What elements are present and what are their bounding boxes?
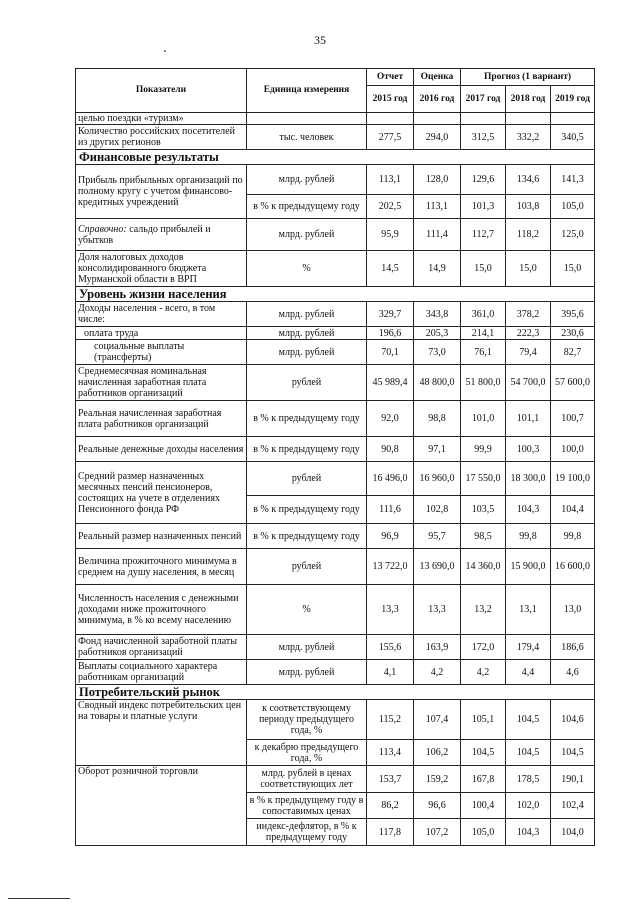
cell-value: 102,0 bbox=[506, 793, 551, 819]
cell-value: 104,6 bbox=[551, 700, 595, 740]
cell-value: 128,0 bbox=[414, 165, 461, 195]
cell-value: 16 496,0 bbox=[367, 462, 414, 496]
cell-value: 82,7 bbox=[551, 340, 595, 365]
cell-value: 113,1 bbox=[414, 195, 461, 219]
cell-value: 111,6 bbox=[367, 496, 414, 524]
cell-value: 343,8 bbox=[414, 302, 461, 327]
row-unit: к декабрю предыдущего года, % bbox=[247, 740, 367, 766]
row-unit: млрд. рублей bbox=[247, 327, 367, 340]
table-row bbox=[76, 524, 595, 549]
cell-value: 277,5 bbox=[367, 125, 414, 150]
cell-value: 16 960,0 bbox=[414, 462, 461, 496]
cell-value: 13 722,0 bbox=[367, 549, 414, 585]
cell-value: 73,0 bbox=[414, 340, 461, 365]
cell-value: 104,5 bbox=[551, 740, 595, 766]
cell-value: 196,6 bbox=[367, 327, 414, 340]
cell-value: 100,3 bbox=[506, 437, 551, 462]
cell-value: 378,2 bbox=[506, 302, 551, 327]
cell-value: 104,5 bbox=[506, 700, 551, 740]
cell-value: 104,4 bbox=[551, 496, 595, 524]
table-row bbox=[76, 219, 595, 251]
cell-value: 15,0 bbox=[461, 251, 506, 287]
cell-value: 113,4 bbox=[367, 740, 414, 766]
row-unit: в % к предыдущему году bbox=[247, 401, 367, 437]
cell-value: 179,4 bbox=[506, 635, 551, 660]
cell-value: 163,9 bbox=[414, 635, 461, 660]
row-unit: млрд. рублей bbox=[247, 635, 367, 660]
cell-value: 48 800,0 bbox=[414, 365, 461, 401]
header-unit: Единица измерения bbox=[247, 69, 367, 113]
section-title: Потребительский рынок bbox=[76, 685, 595, 700]
section-title: Финансовые результаты bbox=[76, 150, 595, 165]
cell-value: 312,5 bbox=[461, 125, 506, 150]
cell-value: 13,3 bbox=[367, 585, 414, 635]
header-year: 2016 год bbox=[414, 86, 461, 113]
cell-value: 13,3 bbox=[414, 585, 461, 635]
cell-value: 95,7 bbox=[414, 524, 461, 549]
table-row bbox=[76, 549, 595, 585]
row-label: целью поездки «туризм» bbox=[76, 113, 247, 125]
row-unit: млрд. рублей bbox=[247, 302, 367, 327]
table-row bbox=[76, 700, 595, 740]
row-label-text: сальдо прибылей и убытков bbox=[78, 223, 211, 246]
cell-value: 113,1 bbox=[367, 165, 414, 195]
cell-value: 340,5 bbox=[551, 125, 595, 150]
cell-value: 13,0 bbox=[551, 585, 595, 635]
cell-value: 57 600,0 bbox=[551, 365, 595, 401]
row-unit: млрд. рублей bbox=[247, 660, 367, 685]
cell-value: 104,5 bbox=[506, 740, 551, 766]
cell-value: 4,2 bbox=[414, 660, 461, 685]
row-unit: в % к предыдущему году bbox=[247, 524, 367, 549]
table-row bbox=[76, 165, 595, 195]
row-label: Сводный индекс потребительских цен на товары и платные услуги bbox=[76, 700, 247, 766]
cell-value: 172,0 bbox=[461, 635, 506, 660]
row-label: оплата труда bbox=[76, 327, 247, 340]
cell-value: 100,4 bbox=[461, 793, 506, 819]
cell-value: 332,2 bbox=[506, 125, 551, 150]
row-label bbox=[76, 219, 247, 251]
cell-value: 105,0 bbox=[551, 195, 595, 219]
page-number: 35 bbox=[314, 33, 326, 47]
table-row bbox=[76, 660, 595, 685]
cell-value: 15 900,0 bbox=[506, 549, 551, 585]
row-unit: в % к предыдущему году в сопоставимых ценах bbox=[247, 793, 367, 819]
cell-value: 98,5 bbox=[461, 524, 506, 549]
cell-value: 97,1 bbox=[414, 437, 461, 462]
table-row bbox=[76, 365, 595, 401]
row-label-italic: Справочно: bbox=[78, 223, 127, 235]
cell-value: 51 800,0 bbox=[461, 365, 506, 401]
row-label: социальные выплаты (трансферты) bbox=[76, 340, 247, 365]
header-year: 2018 год bbox=[506, 86, 551, 113]
section-row bbox=[76, 150, 595, 165]
row-unit: к соответствующему периоду предыдущего года, % bbox=[247, 700, 367, 740]
cell-value: 14 360,0 bbox=[461, 549, 506, 585]
row-label: Средний размер назначенных месячных пенсий пенсионеров, состоящих на учете в отделениях Пенсионного фонда РФ bbox=[76, 462, 247, 524]
table-row bbox=[76, 251, 595, 287]
cell-value: 103,5 bbox=[461, 496, 506, 524]
cell-value: 19 100,0 bbox=[551, 462, 595, 496]
cell-value: 155,6 bbox=[367, 635, 414, 660]
cell-value: 14,5 bbox=[367, 251, 414, 287]
row-label: Величина прожиточного минимума в среднем на душу населения, в месяц bbox=[76, 549, 247, 585]
cell-value: 230,6 bbox=[551, 327, 595, 340]
cell-value: 15,0 bbox=[506, 251, 551, 287]
cell-value: 107,2 bbox=[414, 819, 461, 846]
row-label: Реальная начисленная заработная плата работников организаций bbox=[76, 401, 247, 437]
table-row bbox=[76, 437, 595, 462]
row-label: Доходы населения - всего, в том числе: bbox=[76, 302, 247, 327]
cell-value: 79,4 bbox=[506, 340, 551, 365]
row-unit: рублей bbox=[247, 365, 367, 401]
cell-value: 178,5 bbox=[506, 766, 551, 793]
cell-value: 101,3 bbox=[461, 195, 506, 219]
cell-value: 16 600,0 bbox=[551, 549, 595, 585]
cell-value: 4,2 bbox=[461, 660, 506, 685]
section-row bbox=[76, 685, 595, 700]
cell-value: 15,0 bbox=[551, 251, 595, 287]
cell-value: 105,0 bbox=[461, 819, 506, 846]
row-unit: млрд. рублей bbox=[247, 340, 367, 365]
section-title: Уровень жизни населения bbox=[76, 287, 595, 302]
row-label: Оборот розничной торговли bbox=[76, 766, 247, 846]
row-unit: рублей bbox=[247, 549, 367, 585]
row-unit: млрд. рублей bbox=[247, 219, 367, 251]
row-label: Фонд начисленной заработной платы работников организаций bbox=[76, 635, 247, 660]
row-unit: в % к предыдущему году bbox=[247, 195, 367, 219]
cell-value: 118,2 bbox=[506, 219, 551, 251]
scan-dot bbox=[164, 50, 166, 52]
cell-value: 134,6 bbox=[506, 165, 551, 195]
cell-value: 202,5 bbox=[367, 195, 414, 219]
cell-value: 4,1 bbox=[367, 660, 414, 685]
cell-value: 96,9 bbox=[367, 524, 414, 549]
header-forecast: Прогноз (1 вариант) bbox=[461, 69, 595, 86]
header-year: 2015 год bbox=[367, 86, 414, 113]
cell-value: 95,9 bbox=[367, 219, 414, 251]
row-label: Реальный размер назначенных пенсий bbox=[76, 524, 247, 549]
cell-value: 205,3 bbox=[414, 327, 461, 340]
cell-value: 106,2 bbox=[414, 740, 461, 766]
table-row bbox=[76, 766, 595, 793]
section-row bbox=[76, 287, 595, 302]
cell-value: 329,7 bbox=[367, 302, 414, 327]
table-row bbox=[76, 340, 595, 365]
cell-value: 190,1 bbox=[551, 766, 595, 793]
cell-value: 167,8 bbox=[461, 766, 506, 793]
header-report: Отчет bbox=[367, 69, 414, 86]
header-year: 2019 год bbox=[551, 86, 595, 113]
cell-value: 102,4 bbox=[551, 793, 595, 819]
row-label: Численность населения с денежными доходами ниже прожиточного минимума, в % ко всему населению bbox=[76, 585, 247, 635]
row-label: Реальные денежные доходы населения bbox=[76, 437, 247, 462]
cell-value: 100,0 bbox=[551, 437, 595, 462]
cell-value: 70,1 bbox=[367, 340, 414, 365]
table-row bbox=[76, 462, 595, 496]
row-unit: рублей bbox=[247, 462, 367, 496]
table-row bbox=[76, 125, 595, 150]
cell-value: 117,8 bbox=[367, 819, 414, 846]
cell-value: 4,4 bbox=[506, 660, 551, 685]
cell-value: 17 550,0 bbox=[461, 462, 506, 496]
forecast-table bbox=[75, 68, 595, 846]
cell-value: 99,8 bbox=[551, 524, 595, 549]
cell-value: 98,8 bbox=[414, 401, 461, 437]
row-unit: млрд. рублей в ценах соответствующих лет bbox=[247, 766, 367, 793]
cell-value: 104,0 bbox=[551, 819, 595, 846]
cell-value: 214,1 bbox=[461, 327, 506, 340]
header-year: 2017 год bbox=[461, 86, 506, 113]
header-indicators: Показатели bbox=[76, 69, 247, 113]
cell-value: 395,6 bbox=[551, 302, 595, 327]
row-label: Количество российских посетителей из других регионов bbox=[76, 125, 247, 150]
row-unit: % bbox=[247, 251, 367, 287]
cell-value: 159,2 bbox=[414, 766, 461, 793]
cell-value: 18 300,0 bbox=[506, 462, 551, 496]
cell-value: 294,0 bbox=[414, 125, 461, 150]
row-unit: в % к предыдущему году bbox=[247, 496, 367, 524]
cell-value: 104,3 bbox=[506, 496, 551, 524]
row-label: Выплаты социального характера работникам организаций bbox=[76, 660, 247, 685]
cell-value: 54 700,0 bbox=[506, 365, 551, 401]
cell-value: 13,1 bbox=[506, 585, 551, 635]
row-label: Среднемесячная номинальная начисленная заработная плата работников организаций bbox=[76, 365, 247, 401]
cell-value: 13,2 bbox=[461, 585, 506, 635]
cell-value: 125,0 bbox=[551, 219, 595, 251]
cell-value: 104,3 bbox=[506, 819, 551, 846]
cell-value: 14,9 bbox=[414, 251, 461, 287]
table-row bbox=[76, 113, 595, 125]
row-unit: млрд. рублей bbox=[247, 165, 367, 195]
row-unit: в % к предыдущему году bbox=[247, 437, 367, 462]
cell-value: 4,6 bbox=[551, 660, 595, 685]
cell-value: 115,2 bbox=[367, 700, 414, 740]
row-unit: индекс-дефлятор, в % к предыдущему году bbox=[247, 819, 367, 846]
cell-value: 99,8 bbox=[506, 524, 551, 549]
cell-value: 96,6 bbox=[414, 793, 461, 819]
table-row bbox=[76, 585, 595, 635]
table-row bbox=[76, 401, 595, 437]
cell-value: 186,6 bbox=[551, 635, 595, 660]
cell-value: 13 690,0 bbox=[414, 549, 461, 585]
header-estimate: Оценка bbox=[414, 69, 461, 86]
cell-value: 129,6 bbox=[461, 165, 506, 195]
cell-value: 141,3 bbox=[551, 165, 595, 195]
cell-value: 222,3 bbox=[506, 327, 551, 340]
row-label: Прибыль прибыльных организаций по полному кругу с учетом финансово-кредитных учреждений bbox=[76, 165, 247, 219]
footnote-rule bbox=[8, 898, 70, 899]
cell-value: 92,0 bbox=[367, 401, 414, 437]
cell-value: 105,1 bbox=[461, 700, 506, 740]
cell-value: 111,4 bbox=[414, 219, 461, 251]
cell-value: 104,5 bbox=[461, 740, 506, 766]
row-unit: тыс. человек bbox=[247, 125, 367, 150]
cell-value: 45 989,4 bbox=[367, 365, 414, 401]
row-unit: % bbox=[247, 585, 367, 635]
cell-value: 86,2 bbox=[367, 793, 414, 819]
cell-value: 107,4 bbox=[414, 700, 461, 740]
cell-value: 112,7 bbox=[461, 219, 506, 251]
cell-value: 153,7 bbox=[367, 766, 414, 793]
cell-value: 103,8 bbox=[506, 195, 551, 219]
cell-value: 361,0 bbox=[461, 302, 506, 327]
cell-value: 76,1 bbox=[461, 340, 506, 365]
table-row bbox=[76, 327, 595, 340]
table-row bbox=[76, 635, 595, 660]
cell-value: 90,8 bbox=[367, 437, 414, 462]
table-row bbox=[76, 302, 595, 327]
row-label: Доля налоговых доходов консолидированного бюджета Мурманской области в ВРП bbox=[76, 251, 247, 287]
cell-value: 101,1 bbox=[506, 401, 551, 437]
cell-value: 101,0 bbox=[461, 401, 506, 437]
cell-value: 102,8 bbox=[414, 496, 461, 524]
cell-value: 100,7 bbox=[551, 401, 595, 437]
cell-value: 99,9 bbox=[461, 437, 506, 462]
